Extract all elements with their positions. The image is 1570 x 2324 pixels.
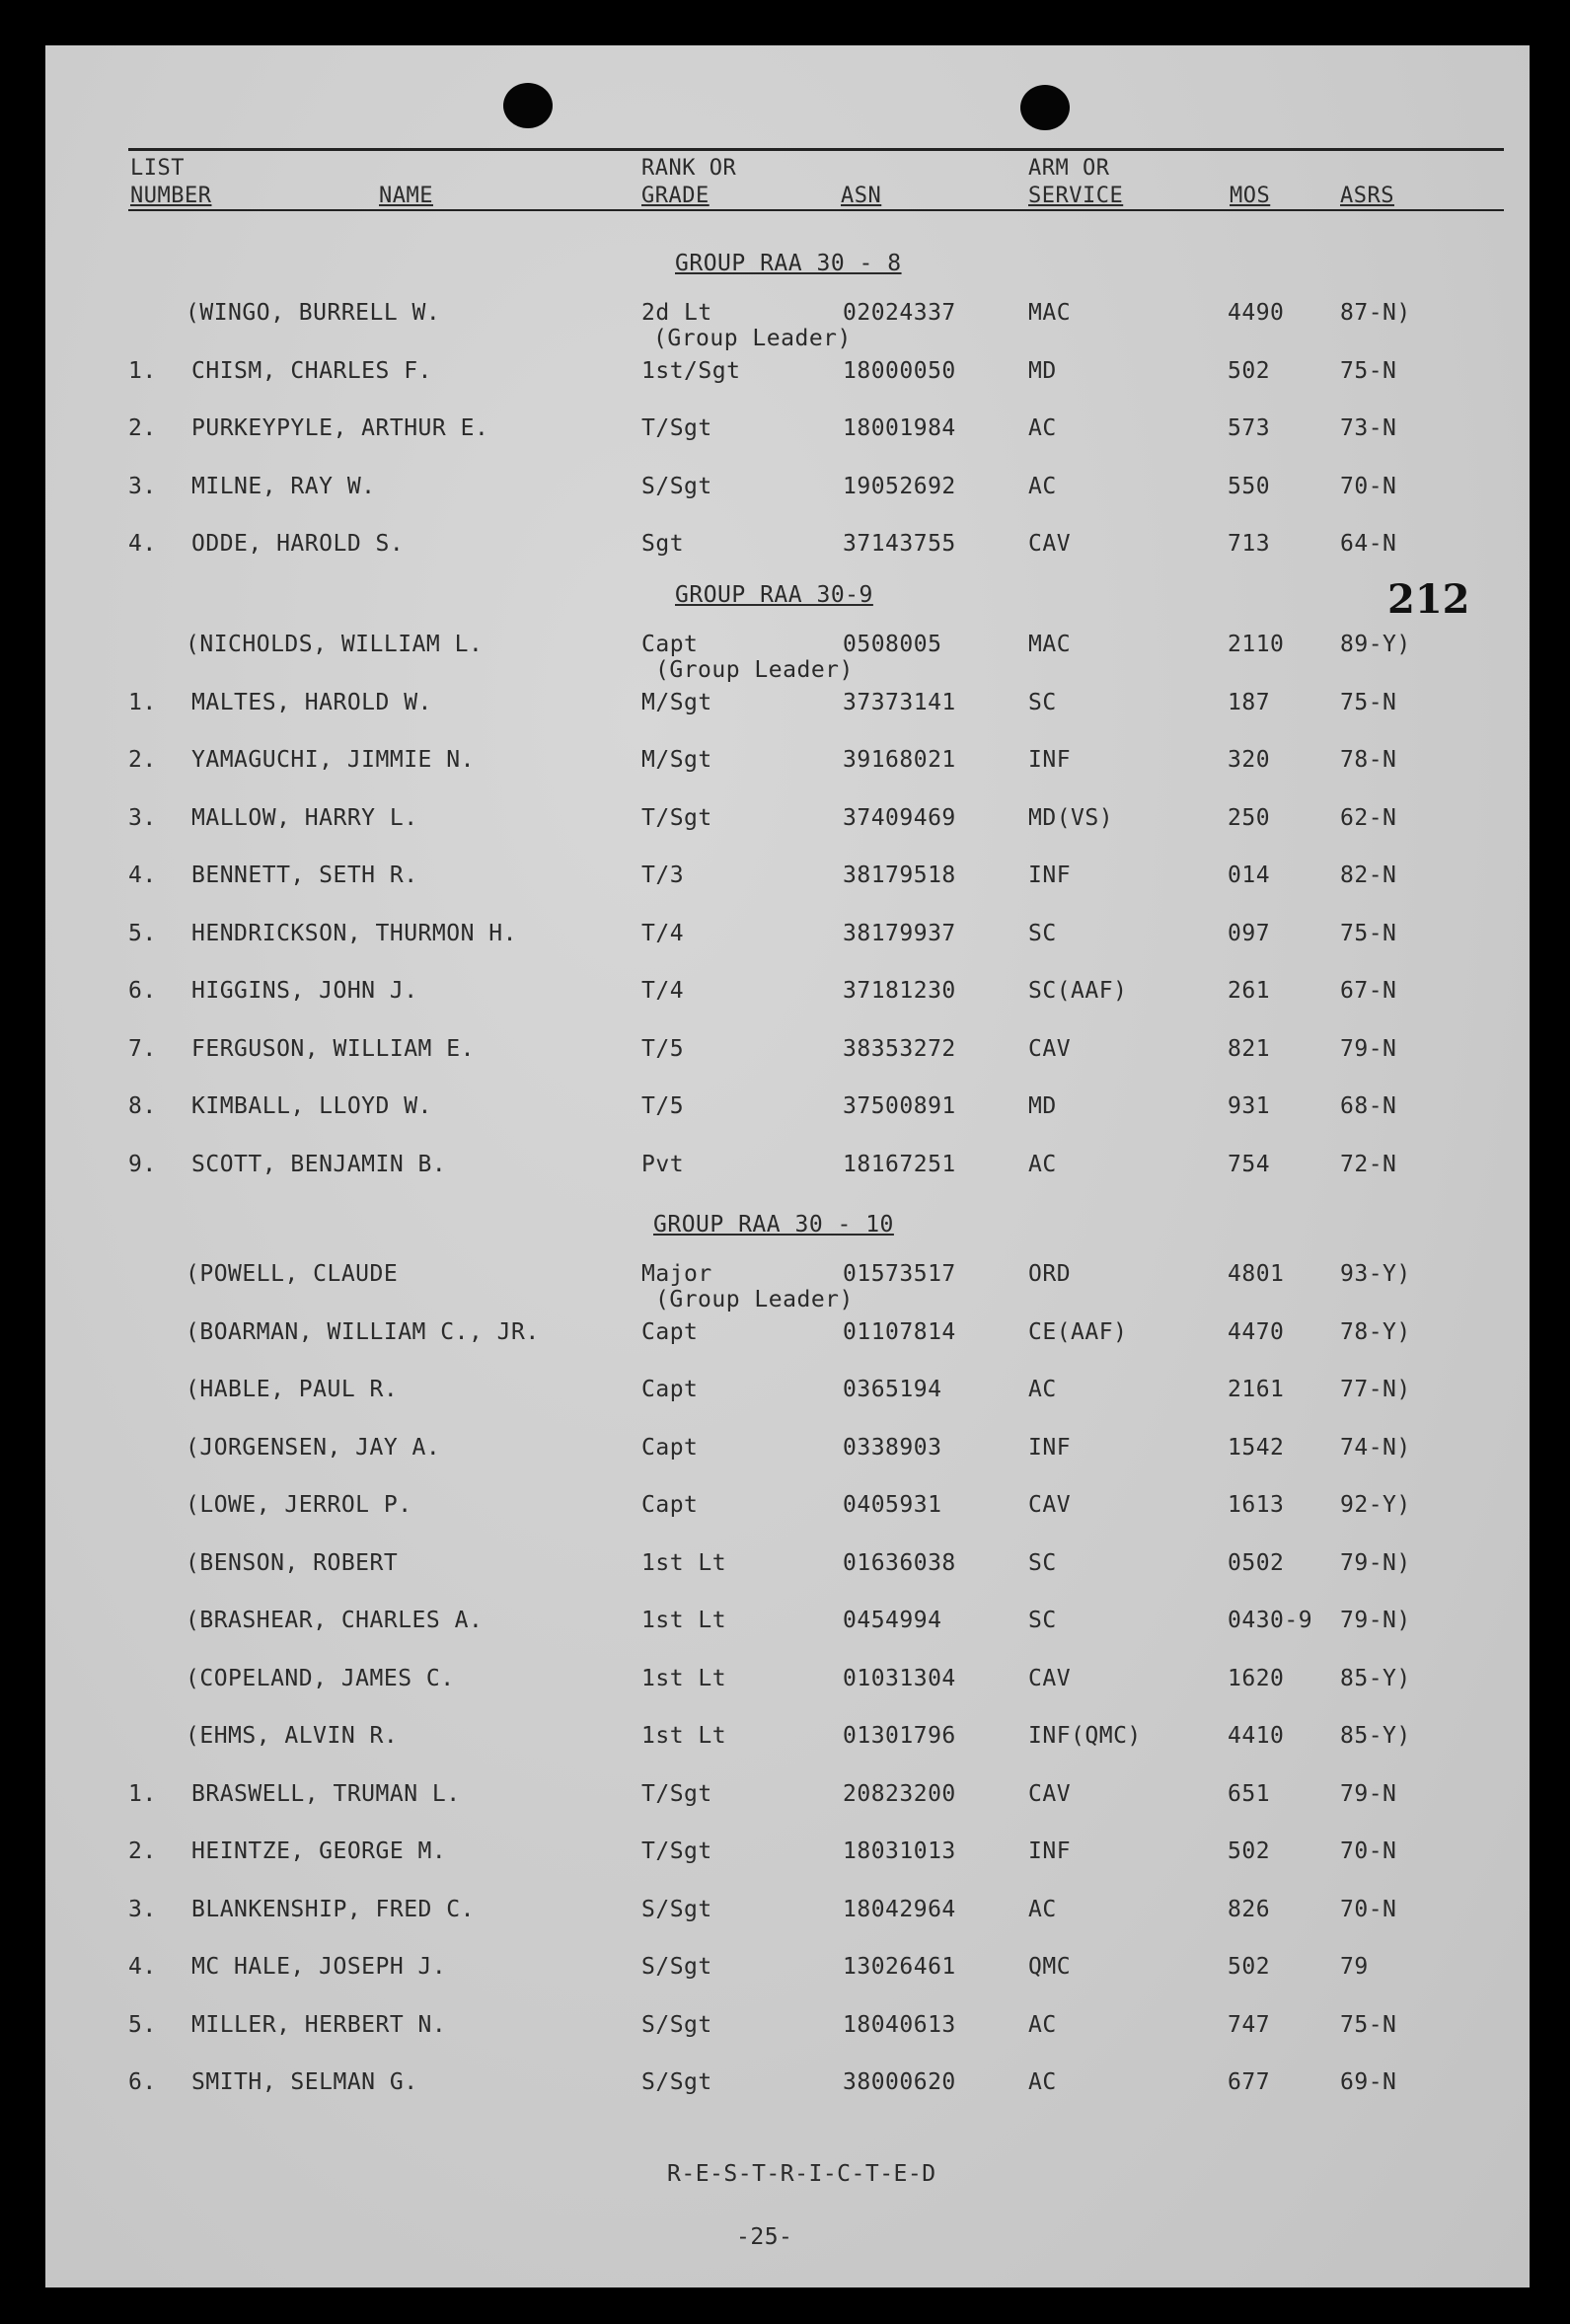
row-service: INF bbox=[1028, 747, 1072, 773]
group-leader-note: (Group Leader) bbox=[653, 326, 852, 351]
row-service: MAC bbox=[1028, 632, 1072, 657]
row-asrs: 85-Y) bbox=[1340, 1723, 1411, 1749]
row-asrs: 79-N bbox=[1340, 1780, 1397, 1807]
header-bottom-rule bbox=[128, 209, 1504, 211]
row-mos: 931 bbox=[1228, 1093, 1271, 1119]
row-service: CE(AAF) bbox=[1028, 1318, 1128, 1345]
row-asrs: 69-N bbox=[1340, 2069, 1397, 2095]
row-asrs: 70-N bbox=[1340, 1838, 1397, 1864]
row-mos: 826 bbox=[1228, 1896, 1271, 1922]
row-name: FERGUSON, WILLIAM E. bbox=[191, 1035, 475, 1062]
row-service: SC bbox=[1028, 1549, 1057, 1576]
row-mos: 502 bbox=[1228, 357, 1271, 384]
row-no: 5. bbox=[128, 2011, 157, 2038]
row-no: 2. bbox=[128, 747, 157, 773]
group-title: GROUP RAA 30 - 8 bbox=[675, 251, 902, 276]
row-grade: T/4 bbox=[641, 920, 685, 946]
punch-hole-right bbox=[1020, 85, 1070, 130]
row-asn: 0454994 bbox=[843, 1608, 942, 1633]
row-asrs: 70-N bbox=[1340, 473, 1397, 499]
row-mos: 713 bbox=[1228, 531, 1271, 557]
row-service: CAV bbox=[1028, 1665, 1072, 1691]
row-name: SMITH, SELMAN G. bbox=[191, 2069, 418, 2095]
row-service: INF bbox=[1028, 1434, 1072, 1461]
row-service: SC bbox=[1028, 689, 1057, 715]
row-asrs: 62-N bbox=[1340, 804, 1397, 831]
row-asn: 18040613 bbox=[843, 2011, 956, 2038]
row-asrs: 79-N bbox=[1340, 1035, 1397, 1062]
classification-marking: R-E-S-T-R-I-C-T-E-D bbox=[667, 2161, 936, 2187]
row-asn: 39168021 bbox=[843, 747, 956, 773]
row-mos: 677 bbox=[1228, 2069, 1271, 2095]
row-name: PURKEYPYLE, ARTHUR E. bbox=[191, 415, 489, 441]
row-asn: 37181230 bbox=[843, 978, 956, 1004]
row-asn: 18001984 bbox=[843, 415, 956, 441]
row-grade: Capt bbox=[641, 1377, 699, 1402]
row-grade: Capt bbox=[641, 632, 699, 657]
row-asn: 01301796 bbox=[843, 1723, 956, 1749]
row-asn: 37500891 bbox=[843, 1093, 956, 1119]
row-grade: S/Sgt bbox=[641, 473, 712, 499]
row-name: MILNE, RAY W. bbox=[191, 473, 376, 499]
row-asrs: 64-N bbox=[1340, 531, 1397, 557]
row-service: CAV bbox=[1028, 531, 1072, 557]
row-no: 4. bbox=[128, 1954, 157, 1980]
row-asn: 01107814 bbox=[843, 1318, 956, 1345]
row-name: (COPELAND, JAMES C. bbox=[186, 1665, 455, 1691]
row-asn: 13026461 bbox=[843, 1954, 956, 1980]
row-grade: 1st Lt bbox=[641, 1608, 727, 1633]
header-name: NAME bbox=[379, 184, 433, 208]
row-asrs: 75-N bbox=[1340, 2011, 1397, 2038]
row-asn: 18042964 bbox=[843, 1896, 956, 1922]
row-asrs: 87-N) bbox=[1340, 300, 1411, 326]
row-mos: 2110 bbox=[1228, 632, 1285, 657]
row-service: AC bbox=[1028, 1377, 1057, 1402]
row-grade: Pvt bbox=[641, 1151, 685, 1177]
row-grade: T/Sgt bbox=[641, 1780, 712, 1807]
row-name: BENNETT, SETH R. bbox=[191, 862, 418, 888]
header-list: LIST bbox=[130, 156, 185, 181]
header-grade: GRADE bbox=[641, 184, 710, 208]
row-asrs: 75-N bbox=[1340, 920, 1397, 946]
row-asrs: 92-Y) bbox=[1340, 1492, 1411, 1518]
row-service: QMC bbox=[1028, 1954, 1072, 1980]
row-service: AC bbox=[1028, 415, 1057, 441]
page-stamp-number: 212 bbox=[1387, 576, 1470, 623]
document-page bbox=[45, 45, 1530, 2287]
row-name: (NICHOLDS, WILLIAM L. bbox=[186, 632, 484, 657]
row-asrs: 89-Y) bbox=[1340, 632, 1411, 657]
row-name: MC HALE, JOSEPH J. bbox=[191, 1954, 447, 1980]
row-no: 3. bbox=[128, 804, 157, 831]
header-asrs: ASRS bbox=[1340, 184, 1394, 208]
row-name: MALLOW, HARRY L. bbox=[191, 804, 418, 831]
row-name: (EHMS, ALVIN R. bbox=[186, 1723, 399, 1749]
row-service: INF bbox=[1028, 862, 1072, 888]
row-asn: 01573517 bbox=[843, 1261, 956, 1287]
row-service: SC bbox=[1028, 920, 1057, 946]
row-no: 1. bbox=[128, 1780, 157, 1807]
row-no: 6. bbox=[128, 2069, 157, 2095]
row-no: 3. bbox=[128, 473, 157, 499]
header-mos: MOS bbox=[1230, 184, 1271, 208]
row-mos: 097 bbox=[1228, 920, 1271, 946]
row-grade: T/Sgt bbox=[641, 415, 712, 441]
row-mos: 187 bbox=[1228, 689, 1271, 715]
row-asrs: 74-N) bbox=[1340, 1434, 1411, 1461]
row-mos: 651 bbox=[1228, 1780, 1271, 1807]
row-service: INF bbox=[1028, 1838, 1072, 1864]
row-service: AC bbox=[1028, 1896, 1057, 1922]
row-service: ORD bbox=[1028, 1261, 1072, 1287]
row-grade: Sgt bbox=[641, 531, 685, 557]
row-no: 2. bbox=[128, 415, 157, 441]
row-asn: 01031304 bbox=[843, 1665, 956, 1691]
group-leader-note: (Group Leader) bbox=[655, 657, 854, 683]
row-name: YAMAGUCHI, JIMMIE N. bbox=[191, 747, 475, 773]
row-service: CAV bbox=[1028, 1492, 1072, 1518]
row-service: CAV bbox=[1028, 1780, 1072, 1807]
row-name: ODDE, HAROLD S. bbox=[191, 531, 405, 557]
row-asrs: 78-N bbox=[1340, 747, 1397, 773]
row-mos: 502 bbox=[1228, 1838, 1271, 1864]
row-grade: 1st/Sgt bbox=[641, 357, 741, 384]
row-grade: T/Sgt bbox=[641, 1838, 712, 1864]
row-mos: 320 bbox=[1228, 747, 1271, 773]
row-asn: 38179518 bbox=[843, 862, 956, 888]
row-mos: 4410 bbox=[1228, 1723, 1285, 1749]
row-no: 3. bbox=[128, 1896, 157, 1922]
row-asrs: 68-N bbox=[1340, 1093, 1397, 1119]
row-name: (LOWE, JERROL P. bbox=[186, 1492, 412, 1518]
row-name: HEINTZE, GEORGE M. bbox=[191, 1838, 447, 1864]
row-mos: 014 bbox=[1228, 862, 1271, 888]
row-grade: T/4 bbox=[641, 978, 685, 1004]
row-asn: 20823200 bbox=[843, 1780, 956, 1807]
row-asrs: 72-N bbox=[1340, 1151, 1397, 1177]
row-no: 5. bbox=[128, 920, 157, 946]
row-asn: 0365194 bbox=[843, 1377, 942, 1402]
row-asn: 37143755 bbox=[843, 531, 956, 557]
row-no: 4. bbox=[128, 531, 157, 557]
row-mos: 1613 bbox=[1228, 1492, 1285, 1518]
row-name: MILLER, HERBERT N. bbox=[191, 2011, 447, 2038]
row-grade: T/3 bbox=[641, 862, 685, 888]
row-asn: 38179937 bbox=[843, 920, 956, 946]
row-name: (JORGENSEN, JAY A. bbox=[186, 1434, 441, 1461]
row-name: (POWELL, CLAUDE bbox=[186, 1261, 399, 1287]
row-service: AC bbox=[1028, 1151, 1057, 1177]
row-service: MD bbox=[1028, 1093, 1057, 1119]
row-grade: S/Sgt bbox=[641, 2011, 712, 2038]
row-asn: 0338903 bbox=[843, 1434, 942, 1461]
row-mos: 747 bbox=[1228, 2011, 1271, 2038]
row-name: MALTES, HAROLD W. bbox=[191, 689, 432, 715]
row-asn: 38000620 bbox=[843, 2069, 956, 2095]
row-grade: Capt bbox=[641, 1434, 699, 1461]
group-title: GROUP RAA 30 - 10 bbox=[653, 1212, 894, 1237]
row-no: 4. bbox=[128, 862, 157, 888]
row-service: MD bbox=[1028, 357, 1057, 384]
row-name: (BOARMAN, WILLIAM C., JR. bbox=[186, 1318, 540, 1345]
row-asrs: 79-N) bbox=[1340, 1549, 1411, 1576]
row-service: MAC bbox=[1028, 300, 1072, 326]
row-no: 8. bbox=[128, 1093, 157, 1119]
row-asn: 37373141 bbox=[843, 689, 956, 715]
row-name: KIMBALL, LLOYD W. bbox=[191, 1093, 432, 1119]
row-mos: 4470 bbox=[1228, 1318, 1285, 1345]
header-rank-or: RANK OR bbox=[641, 156, 737, 181]
row-mos: 821 bbox=[1228, 1035, 1271, 1062]
row-asn: 02024337 bbox=[843, 300, 956, 326]
row-grade: S/Sgt bbox=[641, 2069, 712, 2095]
row-name: BLANKENSHIP, FRED C. bbox=[191, 1896, 475, 1922]
row-mos: 573 bbox=[1228, 415, 1271, 441]
row-asn: 18000050 bbox=[843, 357, 956, 384]
row-name: (BENSON, ROBERT bbox=[186, 1549, 399, 1576]
row-asrs: 93-Y) bbox=[1340, 1261, 1411, 1287]
row-asrs: 78-Y) bbox=[1340, 1318, 1411, 1345]
row-name: (HABLE, PAUL R. bbox=[186, 1377, 399, 1402]
page-number: -25- bbox=[736, 2224, 793, 2250]
row-name: BRASWELL, TRUMAN L. bbox=[191, 1780, 461, 1807]
row-mos: 754 bbox=[1228, 1151, 1271, 1177]
row-grade: T/Sgt bbox=[641, 804, 712, 831]
row-grade: M/Sgt bbox=[641, 747, 712, 773]
row-grade: 1st Lt bbox=[641, 1723, 727, 1749]
row-asrs: 75-N bbox=[1340, 689, 1397, 715]
header-arm-or: ARM OR bbox=[1028, 156, 1110, 181]
row-asn: 01636038 bbox=[843, 1549, 956, 1576]
row-service: SC(AAF) bbox=[1028, 978, 1128, 1004]
row-asn: 19052692 bbox=[843, 473, 956, 499]
row-asrs: 70-N bbox=[1340, 1896, 1397, 1922]
row-mos: 502 bbox=[1228, 1954, 1271, 1980]
row-mos: 0502 bbox=[1228, 1549, 1285, 1576]
header-top-rule bbox=[128, 148, 1504, 151]
row-service: SC bbox=[1028, 1608, 1057, 1633]
row-mos: 4801 bbox=[1228, 1261, 1285, 1287]
row-name: (BRASHEAR, CHARLES A. bbox=[186, 1608, 484, 1633]
row-asn: 38353272 bbox=[843, 1035, 956, 1062]
row-asrs: 79-N) bbox=[1340, 1608, 1411, 1633]
row-grade: T/5 bbox=[641, 1035, 685, 1062]
row-mos: 250 bbox=[1228, 804, 1271, 831]
row-asrs: 67-N bbox=[1340, 978, 1397, 1004]
row-asn: 0405931 bbox=[843, 1492, 942, 1518]
header-asn: ASN bbox=[841, 184, 882, 208]
row-asrs: 82-N bbox=[1340, 862, 1397, 888]
row-name: HENDRICKSON, THURMON H. bbox=[191, 920, 517, 946]
row-name: (WINGO, BURRELL W. bbox=[186, 300, 441, 326]
row-asrs: 73-N bbox=[1340, 415, 1397, 441]
row-grade: Capt bbox=[641, 1318, 699, 1345]
row-mos: 550 bbox=[1228, 473, 1271, 499]
row-mos: 4490 bbox=[1228, 300, 1285, 326]
row-asrs: 77-N) bbox=[1340, 1377, 1411, 1402]
row-service: CAV bbox=[1028, 1035, 1072, 1062]
row-grade: 1st Lt bbox=[641, 1665, 727, 1691]
punch-hole-left bbox=[503, 83, 553, 128]
row-asrs: 85-Y) bbox=[1340, 1665, 1411, 1691]
row-asn: 37409469 bbox=[843, 804, 956, 831]
row-service: AC bbox=[1028, 2069, 1057, 2095]
row-name: SCOTT, BENJAMIN B. bbox=[191, 1151, 447, 1177]
row-name: CHISM, CHARLES F. bbox=[191, 357, 432, 384]
row-no: 2. bbox=[128, 1838, 157, 1864]
row-no: 1. bbox=[128, 357, 157, 384]
row-grade: Capt bbox=[641, 1492, 699, 1518]
row-service: AC bbox=[1028, 2011, 1057, 2038]
row-asrs: 79 bbox=[1340, 1954, 1369, 1980]
row-grade: Major bbox=[641, 1261, 712, 1287]
row-service: AC bbox=[1028, 473, 1057, 499]
row-no: 9. bbox=[128, 1151, 157, 1177]
row-mos: 261 bbox=[1228, 978, 1271, 1004]
group-leader-note: (Group Leader) bbox=[655, 1287, 854, 1312]
row-grade: 2d Lt bbox=[641, 300, 712, 326]
row-mos: 0430-9 bbox=[1228, 1608, 1313, 1633]
row-service: INF(QMC) bbox=[1028, 1723, 1142, 1749]
row-no: 7. bbox=[128, 1035, 157, 1062]
row-asn: 0508005 bbox=[843, 632, 942, 657]
row-grade: 1st Lt bbox=[641, 1549, 727, 1576]
row-mos: 2161 bbox=[1228, 1377, 1285, 1402]
row-asn: 18031013 bbox=[843, 1838, 956, 1864]
row-no: 1. bbox=[128, 689, 157, 715]
header-number: NUMBER bbox=[130, 184, 212, 208]
row-mos: 1542 bbox=[1228, 1434, 1285, 1461]
row-grade: M/Sgt bbox=[641, 689, 712, 715]
row-grade: S/Sgt bbox=[641, 1954, 712, 1980]
header-service: SERVICE bbox=[1028, 184, 1124, 208]
row-grade: S/Sgt bbox=[641, 1896, 712, 1922]
row-name: HIGGINS, JOHN J. bbox=[191, 978, 418, 1004]
row-grade: T/5 bbox=[641, 1093, 685, 1119]
row-mos: 1620 bbox=[1228, 1665, 1285, 1691]
row-service: MD(VS) bbox=[1028, 804, 1114, 831]
group-title: GROUP RAA 30-9 bbox=[675, 582, 873, 608]
row-no: 6. bbox=[128, 978, 157, 1004]
row-asrs: 75-N bbox=[1340, 357, 1397, 384]
row-asn: 18167251 bbox=[843, 1151, 956, 1177]
